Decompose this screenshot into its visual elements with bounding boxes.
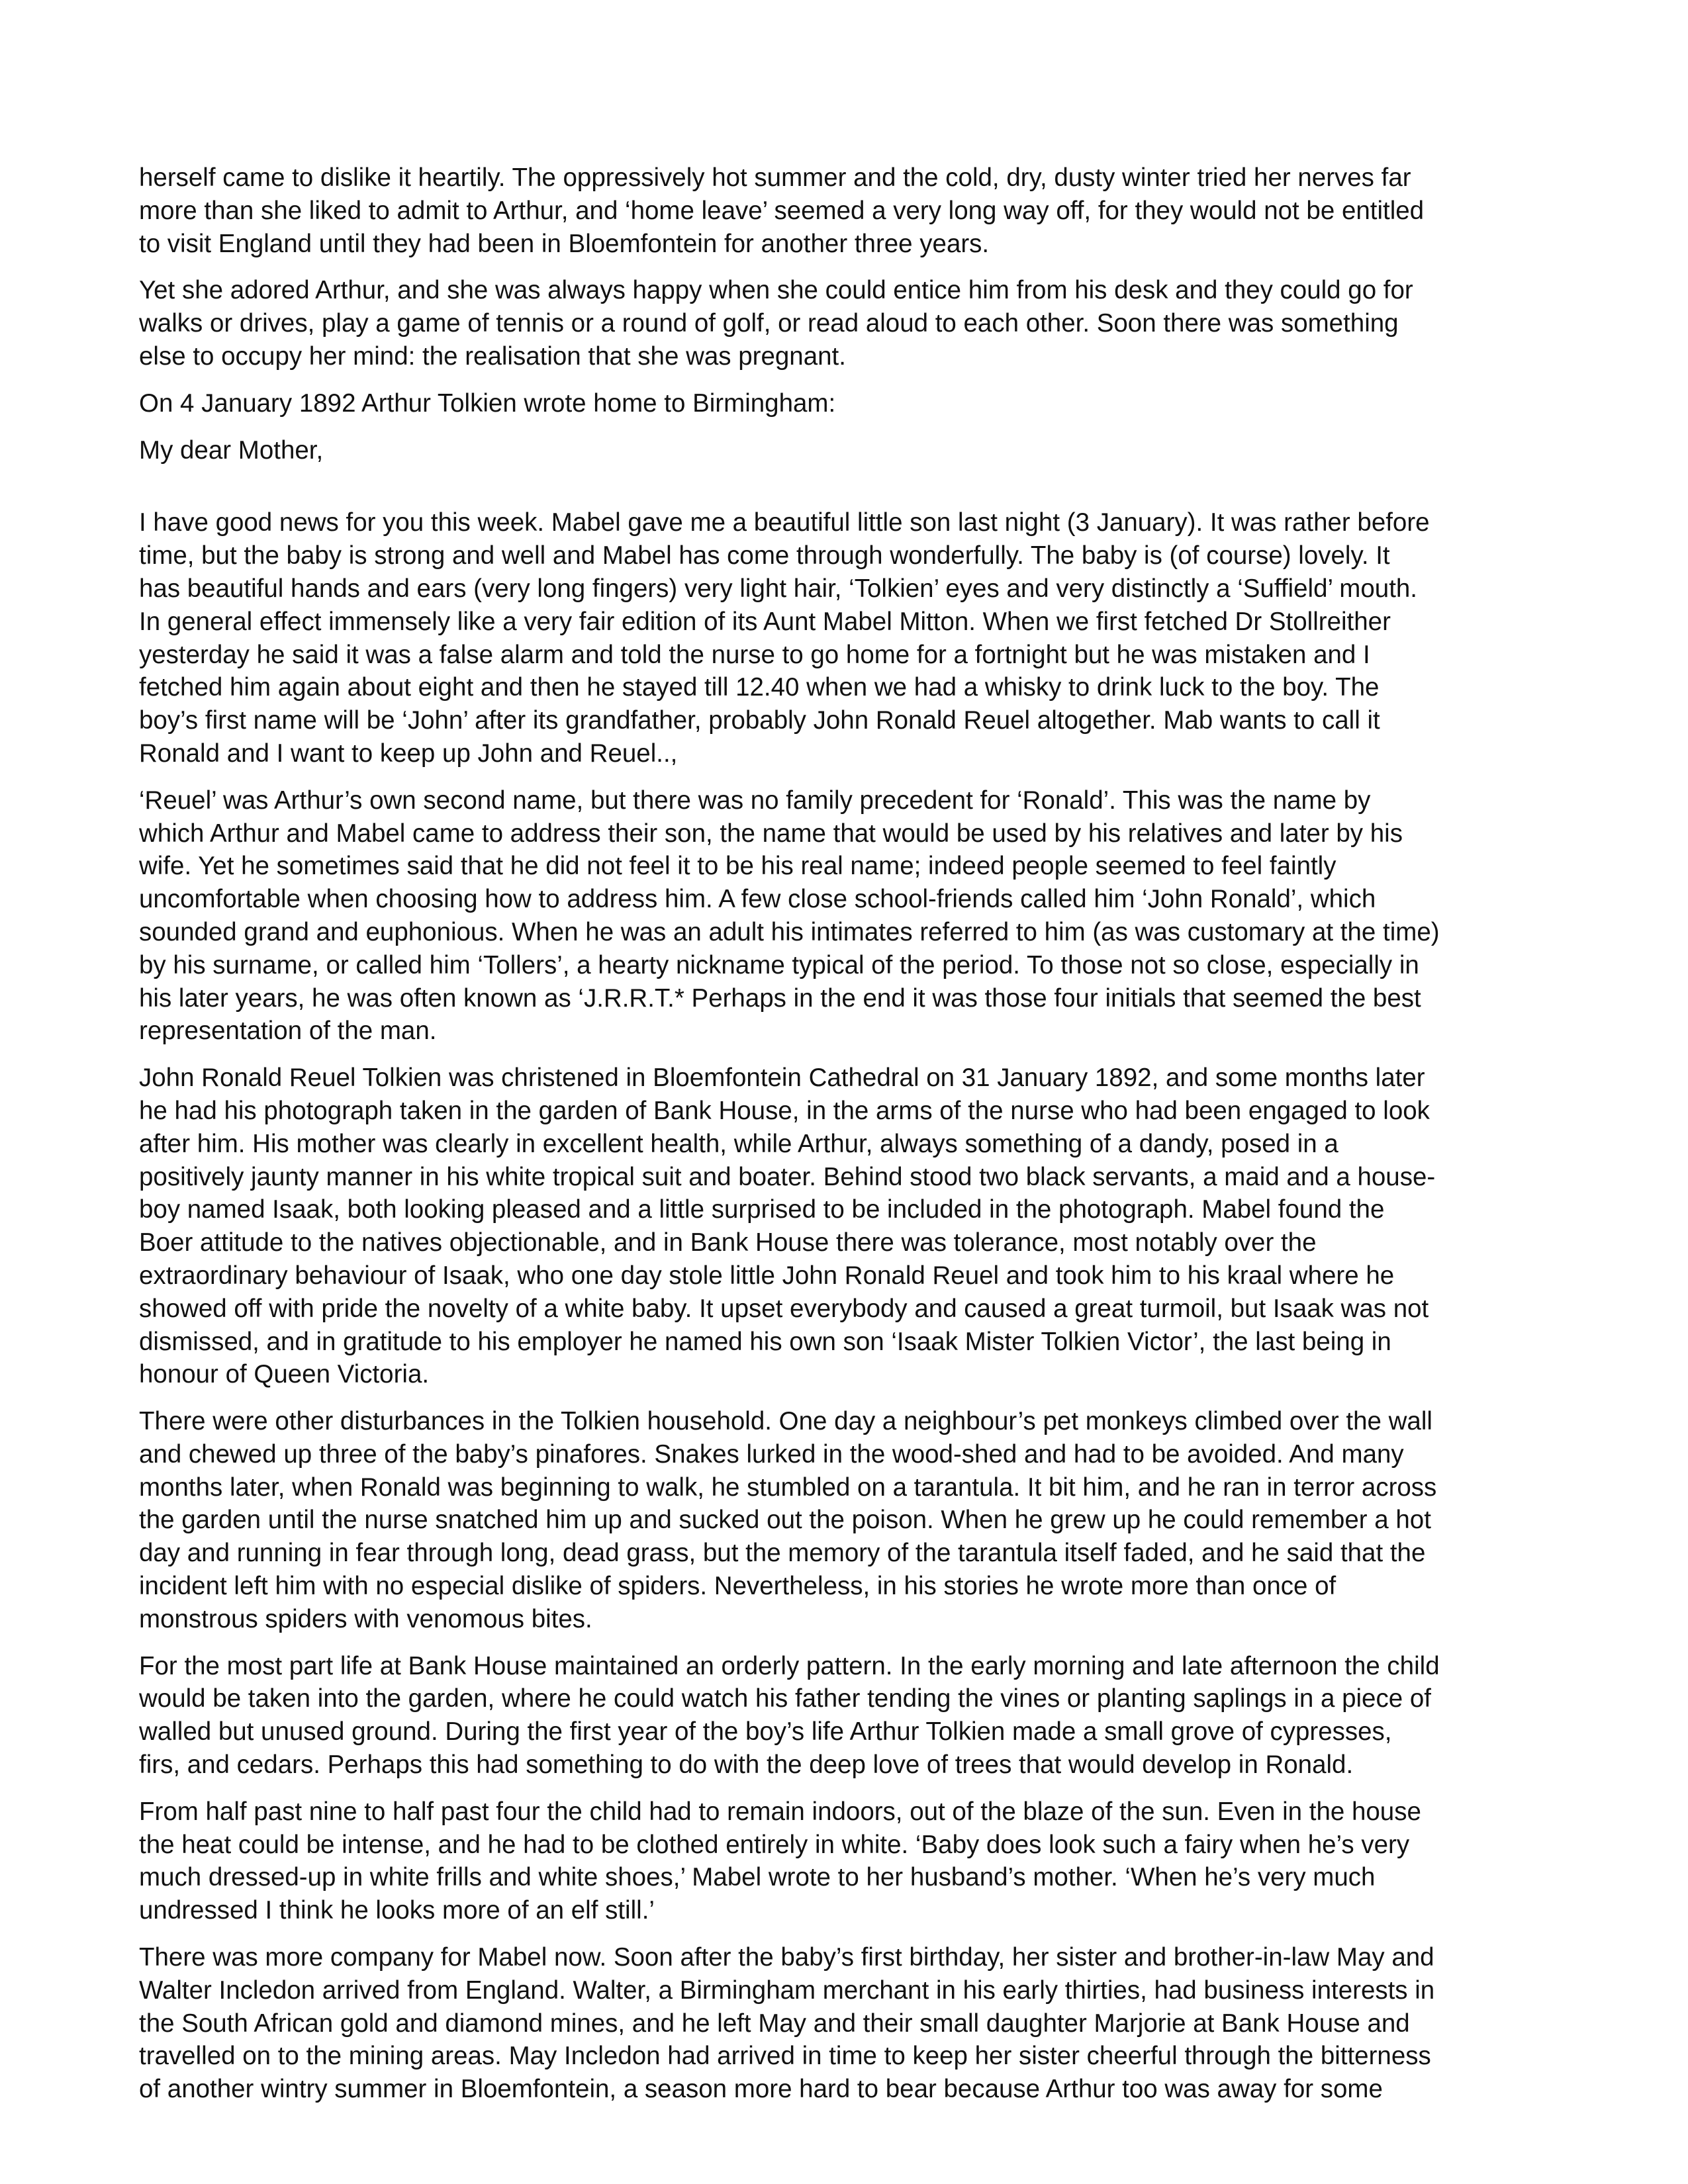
- paragraph-disturbances: There were other disturbances in the Tolkien household. One day a neighbour’s pet monkeys climbed over the wall and chewed up three of the baby’s pinafores. Snakes lurked in the wood-shed and had to be avoided. And many months later, when Ronald was beginning to walk, he stumbled on a tarantula. It bit him, and he ran in terror across the garden until the nurse snatched him up and sucked out the poison. When he grew up he could remember a hot day and running in fear through long, dead grass, but the memory of the tarantula itself faded, and he said that the incident left him with no especial dislike of spiders. Nevertheless, in his stories he wrote more than once of monstrous spiders with venomous bites.: [139, 1407, 1437, 1633]
- document-page: [139, 161, 1549, 2120]
- paragraph-company: There was more company for Mabel now. Soon after the baby’s first birthday, her sister and brother-in-law May and Walter Incledon arrived from England. Walter, a Birmingham merchant in his early thirties, had business interests in the South African gold and diamond mines, and he left May and their small daughter Marjorie at Bank House and travelled on to the mining areas. May Incledon had arrived in time to keep her sister cheerful through the bitterness of another wintry summer in Bloemfontein, a season more hard to bear because Arthur too was away for some: [139, 1943, 1435, 2104]
- paragraph-christening: John Ronald Reuel Tolkien was christened in Bloemfontein Cathedral on 31 January 1892, and some months later he had his photograph taken in the garden of Bank House, in the arms of the nurse who had been engaged to look after him. His mother was clearly in excellent health, while Arthur, always something of a dandy, posed in a positively jaunty manner in his white tropical suit and boater. Behind stood two black servants, a maid and a house- boy named Isaak, both looking pleased and a little surprised to be included in the photograph. Mabel found the Boer attitude to the natives objectionable, and in Bank House there was tolerance, most notably over the extraordinary behaviour of Isaak, who one day stole little John Ronald Reuel and took him to his kraal where he showed off with pride the novelty of a white baby. It upset everybody and caused a great turmoil, but Isaak was not dismissed, and in gratitude to his employer he named his own son ‘Isaak Mister Tolkien Victor’, the last being in honour of Queen Victoria.: [139, 1064, 1436, 1389]
- paragraph-letter-intro: On 4 January 1892 Arthur Tolkien wrote home to Birmingham:: [139, 388, 836, 418]
- letter-salutation: My dear Mother,: [139, 435, 324, 465]
- paragraph-names: ‘Reuel’ was Arthur’s own second name, but there was no family precedent for ‘Ronald’. This was the name by which Arthur and Mabel came to address their son, the name that would be used by his relatives and later by his wife. Yet he sometimes said that he did not feel it to be his real name; indeed people seemed to feel faintly uncomfortable when choosing how to address him. A few close school-friends called him ‘John Ronald’, which sounded grand and euphonious. When he was an adult his intimates referred to him (as was customary at the time) by his surname, or called him ‘Tollers’, a hearty nickname typical of the period. To those not so close, especially in his later years, he was often known as ‘J.R.R.T.* Perhaps in the end it was those four initials that seemed the best representation of the man.: [139, 786, 1440, 1046]
- paragraph-indoors: From half past nine to half past four the child had to remain indoors, out of the blaze of the sun. Even in the house the heat could be intense, and he had to be clothed entirely in white. ‘Baby does look such a fairy when he’s very much dressed-up in white frills and white shoes,’ Mabel wrote to her husband’s mother. ‘When he’s very much undressed I think he looks more of an elf still.’: [139, 1797, 1421, 1925]
- paragraph-pregnant: Yet she adored Arthur, and she was always happy when she could entice him from his desk and they could go for walks or drives, play a game of tennis or a round of golf, or read aloud to each other. Soon there was something else to occupy her mind: the realisation that she was pregnant.: [139, 276, 1413, 371]
- paragraph-bank-house: For the most part life at Bank House maintained an orderly pattern. In the early morning and late afternoon the child would be taken into the garden, where he could watch his father tending the vines or planting saplings in a piece of walled but unused ground. During the first year of the boy’s life Arthur Tolkien made a small grove of cypresses, firs, and cedars. Perhaps this had something to do with the deep love of trees that would develop in Ronald.: [139, 1651, 1440, 1780]
- letter-body: I have good news for you this week. Mabel gave me a beautiful little son last night (3 January). It was rather before time, but the baby is strong and well and Mabel has come through wonderfully. The baby is (of course) lovely. It has beautiful hands and ears (very long fingers) very light hair, ‘Tolkien’ eyes and very distinctly a ‘Suffield’ mouth. In general effect immensely like a very fair edition of its Aunt Mabel Mitton. When we first fetched Dr Stollreither yesterday he said it was a false alarm and told the nurse to go home for a fortnight but he was mistaken and I fetched him again about eight and then he stayed till 12.40 when we had a whisky to drink luck to the boy. The boy’s first name will be ‘John’ after its grandfather, probably John Ronald Reuel altogether. Mab wants to call it Ronald and I want to keep up John and Reuel..,: [139, 508, 1430, 768]
- paragraph-home-leave: herself came to dislike it heartily. The oppressively hot summer and the cold, dry, dusty winter tried her nerves far more than she liked to admit to Arthur, and ‘home leave’ seemed a very long way off, for they would not be entitled to visit England until they had been in Bloemfontein for another three years.: [139, 163, 1425, 258]
